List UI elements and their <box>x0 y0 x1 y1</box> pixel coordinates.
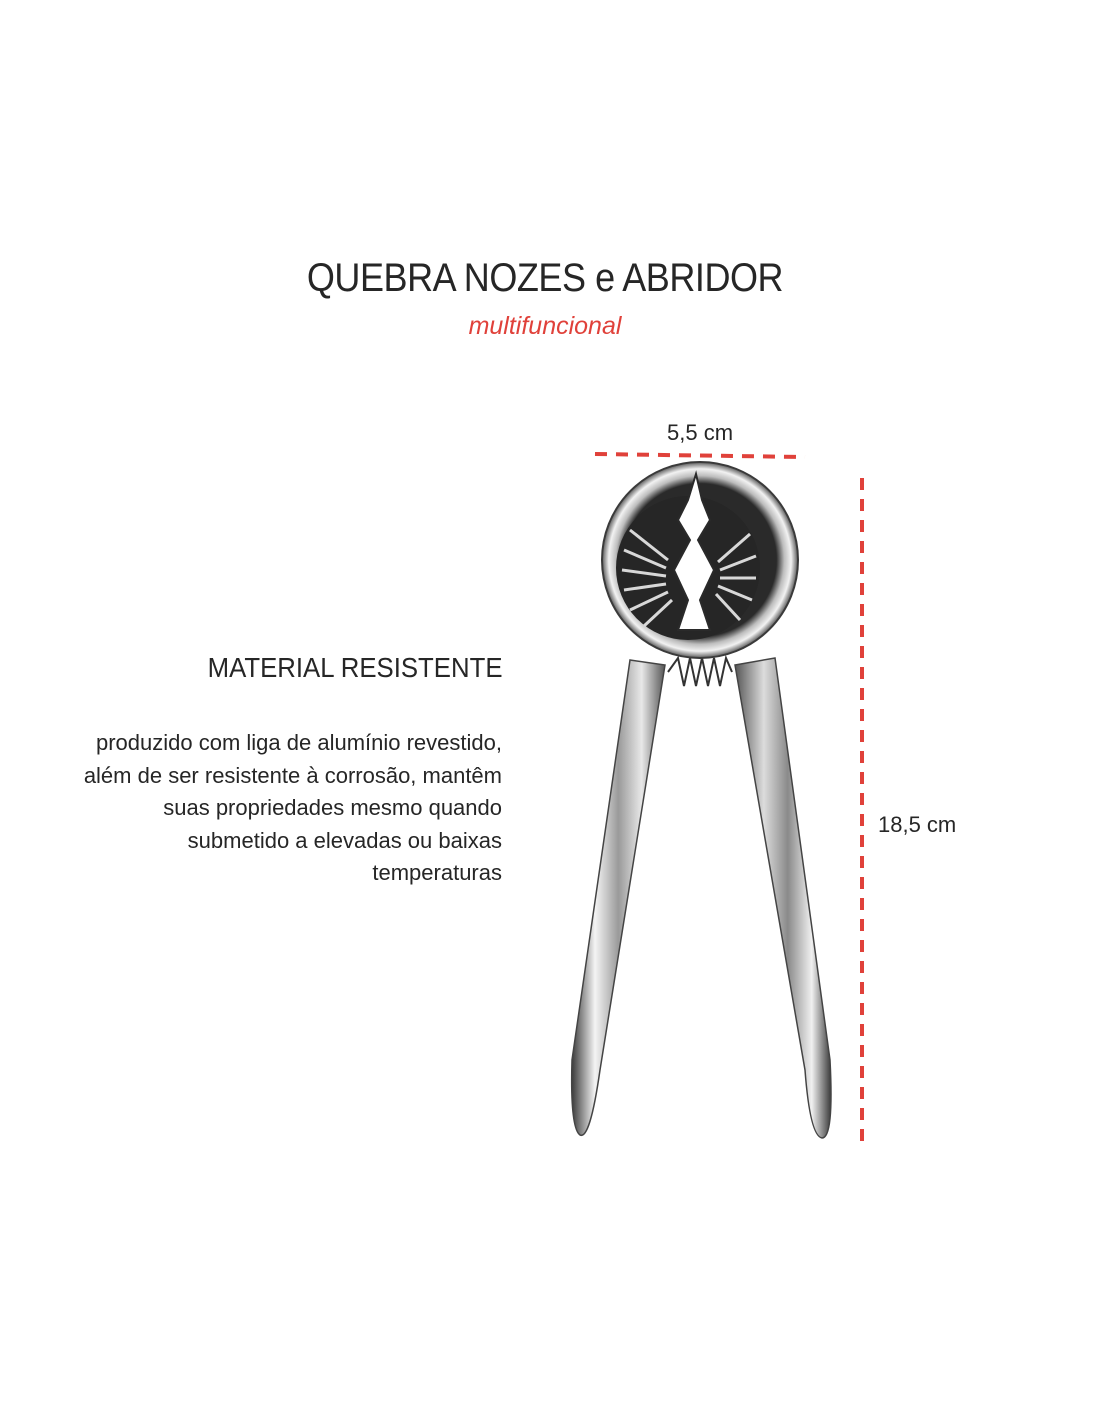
product-title: QUEBRA NOZES e ABRIDOR <box>306 256 784 300</box>
nutcracker-image <box>560 460 850 1150</box>
description-line: suas propriedades mesmo quando <box>163 795 502 820</box>
right-handle <box>735 658 831 1138</box>
feature-description <box>32 727 502 890</box>
height-label: 18,5 cm <box>878 812 957 837</box>
product-subtitle: multifuncional <box>468 312 622 340</box>
spring <box>668 658 732 686</box>
width-dimension-line <box>595 454 805 457</box>
description-line: submetido a elevadas ou baixas <box>187 827 502 853</box>
description-line: produzido com liga de alumínio revestido, <box>95 730 502 755</box>
feature-heading: MATERIAL RESISTENTE <box>207 652 502 683</box>
left-handle <box>572 660 665 1135</box>
description-line: temperaturas <box>372 860 502 885</box>
width-label: 5,5 cm <box>667 420 734 445</box>
description-line: além de ser resistente à corrosão, mantêm <box>83 762 502 788</box>
